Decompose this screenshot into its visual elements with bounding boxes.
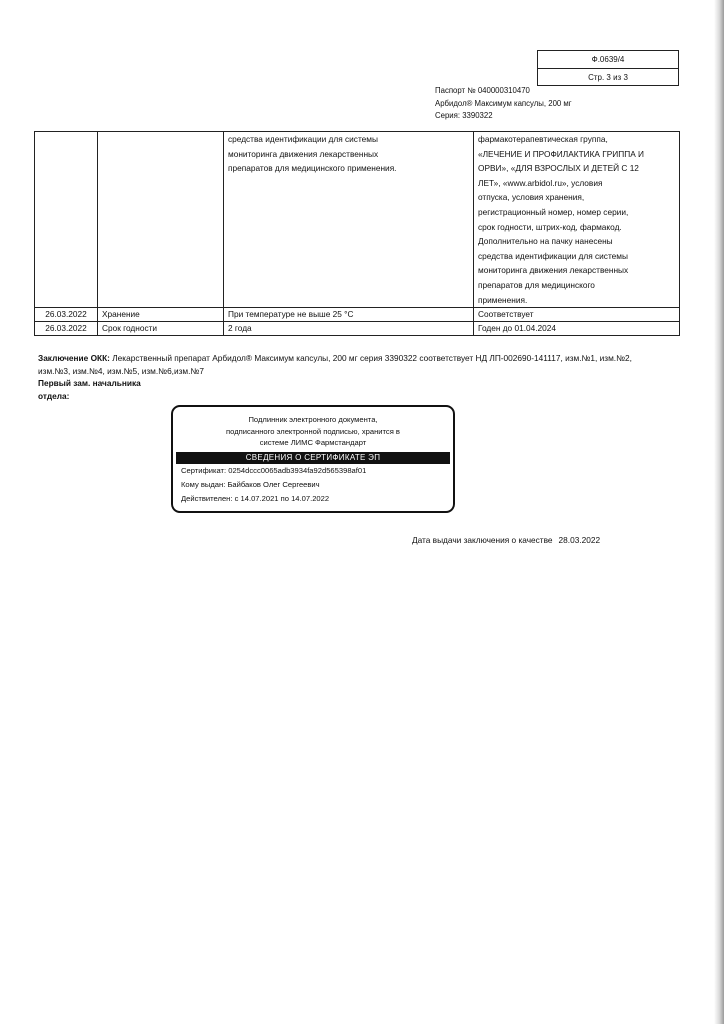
certificate-header: СВЕДЕНИЯ О СЕРТИФИКАТЕ ЭП	[176, 452, 450, 464]
form-number-box	[537, 50, 679, 86]
certificate-label: Сертификат:	[181, 465, 227, 475]
batch-number: Серия: 3390322	[435, 111, 493, 120]
test-name-cell: Срок годности	[98, 322, 224, 336]
requirement-cell: средства идентификации для системы мониторинга движения лекарственных препаратов для медицинского применения.	[224, 132, 474, 308]
test-results-table	[34, 131, 680, 336]
signatory-title: Первый зам. начальника отдела:	[38, 378, 141, 401]
conclusion-label: Заключение ОКК:	[38, 353, 110, 363]
scan-edge-shadow	[714, 0, 724, 1024]
validity-line	[173, 492, 453, 506]
test-name-cell: Хранение	[98, 308, 224, 322]
table-row	[35, 132, 680, 308]
certificate-line	[173, 464, 453, 478]
issue-date-value: 28.03.2022	[558, 535, 601, 545]
result-cell: Годен до 01.04.2024	[474, 322, 680, 336]
conclusion-text: Лекарственный препарат Арбидол® Максимум капсулы, 200 мг серия 3390322 соответствует НД ЛП-002690-141117, изм.№1, изм.№2, изм.№3, изм.№4, изм.№5, изм.№6,изм.№7	[38, 353, 632, 376]
requirement-cell: При температуре не выше 25 °С	[224, 308, 474, 322]
signature-storage-note: Подлинник электронного документа, подписанного электронной подписью, хранится в системе ЛИМС Фармстандарт	[226, 415, 400, 447]
table-row	[35, 308, 680, 322]
date-cell	[35, 132, 98, 308]
product-name: Арбидол® Максимум капсулы, 200 мг	[435, 98, 572, 108]
form-code: Ф.0639/4	[591, 55, 625, 64]
qc-conclusion	[38, 352, 638, 377]
table-row	[35, 322, 680, 336]
issue-date-line	[412, 535, 600, 545]
validity-value: с 14.07.2021 по 14.07.2022	[234, 493, 330, 503]
date-cell: 26.03.2022	[35, 308, 98, 322]
result-cell: фармакотерапевтическая группа, «ЛЕЧЕНИЕ И ПРОФИЛАКТИКА ГРИППА И ОРВИ», «ДЛЯ ВЗРОСЛЫХ И ДЕТЕЙ С 12 ЛЕТ», «www.arbidol.ru», условия отпуска, условия хранения, регистрационный номер, номер серии, срок годности, штрих-код, фармакод. Дополнительно на пачку нанесены средства идентификации для системы мониторинга движения лекарственных препаратов для медицинского применения.	[474, 132, 680, 308]
result-cell: Соответствует	[474, 308, 680, 322]
validity-label: Действителен:	[181, 493, 233, 503]
passport-number: Паспорт № 040000310470	[435, 86, 530, 95]
requirement-cell: 2 года	[224, 322, 474, 336]
page-number: Стр. 3 из 3	[538, 68, 678, 86]
issued-to-value: Байбаков Олег Сергеевич	[227, 479, 320, 489]
date-cell: 26.03.2022	[35, 322, 98, 336]
certificate-value: 0254dccc0065adb3934fa92d565398af01	[228, 465, 367, 475]
test-name-cell	[98, 132, 224, 308]
passport-header	[435, 85, 572, 123]
issue-date-label: Дата выдачи заключения о качестве	[412, 535, 553, 545]
issued-to-label: Кому выдан:	[181, 479, 226, 489]
electronic-signature-stamp	[171, 405, 455, 513]
issued-to-line	[173, 478, 453, 492]
